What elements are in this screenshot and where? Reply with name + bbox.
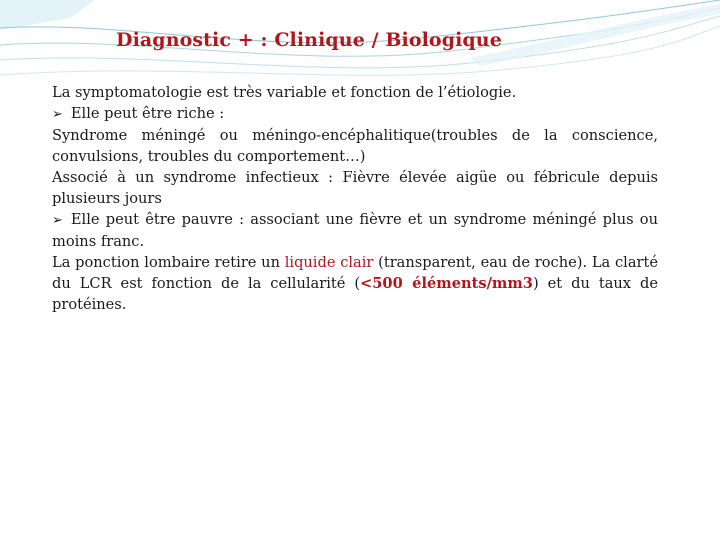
bullet-rich-suffix: : xyxy=(214,105,225,122)
infectious-paragraph: Associé à un syndrome infectieux : Fièvre élevée aigüe ou fébricule depuis plusieurs jours xyxy=(52,169,658,207)
bullet-rich xyxy=(52,103,658,125)
bullet-poor-label: Elle peut être pauvre : xyxy=(70,211,245,228)
bullet-rich-label: Elle peut être riche xyxy=(70,105,215,122)
lumbar-puncture-paragraph xyxy=(52,252,658,315)
puncture-text-3: ) et du taux de protéines. xyxy=(52,275,658,313)
bullet-poor-text: associant une fièvre et un syndrome méningé plus ou moins franc. xyxy=(52,211,658,250)
intro-text: La symptomatologie est très variable et fonction de l’étiologie. xyxy=(52,84,517,101)
puncture-text-1: La ponction lombaire retire un xyxy=(52,254,285,271)
bullet-poor xyxy=(52,209,658,252)
page-title: Diagnostic + : Clinique / Biologique xyxy=(116,29,502,51)
arrow-bullet-icon: ➢ xyxy=(52,213,63,228)
syndrome-paragraph: Syndrome méningé ou méningo-encéphalitique(troubles de la conscience, convulsions, troubles du comportement…) xyxy=(52,127,658,165)
slide-body xyxy=(52,82,658,315)
arrow-bullet-icon: ➢ xyxy=(52,107,63,122)
puncture-text-2: (transparent, eau de roche). La clarté du LCR est fonction de la cellularité ( xyxy=(52,254,658,292)
clear-liquid-highlight: liquide clair xyxy=(284,254,374,271)
cell-count-highlight: <500 éléments/mm3 xyxy=(360,275,533,292)
